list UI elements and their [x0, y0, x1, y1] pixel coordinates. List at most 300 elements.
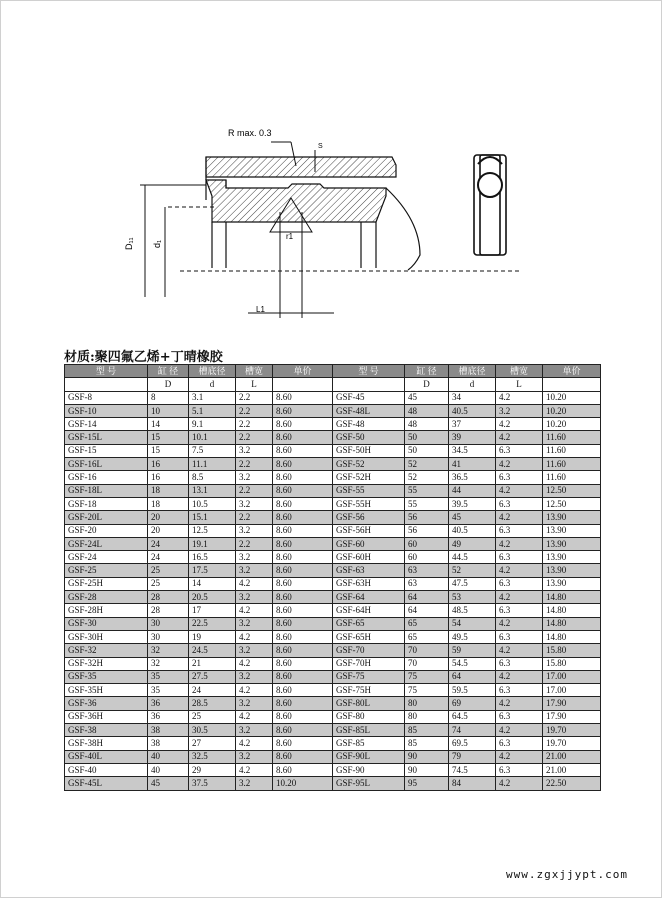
table-cell: 34 — [449, 391, 496, 404]
table-cell: 4.2 — [496, 564, 543, 577]
table-cell: GSF-45L — [65, 777, 148, 790]
table-cell: GSF-90L — [333, 750, 405, 763]
table-cell: 64 — [405, 604, 449, 617]
table-cell: 59.5 — [449, 684, 496, 697]
table-cell: 40.5 — [449, 524, 496, 537]
table-cell: 60 — [405, 551, 449, 564]
material-title: 材质:聚四氟乙烯+丁晴橡胶 — [64, 350, 223, 365]
table-cell: GSF-65 — [333, 617, 405, 630]
table-cell: D — [148, 378, 189, 391]
table-cell: 8.60 — [273, 551, 333, 564]
table-cell: GSF-75 — [333, 670, 405, 683]
table-row — [65, 444, 601, 457]
table-row — [65, 391, 601, 404]
table-cell: GSF-80 — [333, 710, 405, 723]
table-cell: 80 — [405, 710, 449, 723]
table-cell: 8.60 — [273, 684, 333, 697]
table-cell: GSF-52H — [333, 471, 405, 484]
table-cell: 2.2 — [236, 418, 273, 431]
table-cell: 15 — [148, 444, 189, 457]
table-cell: GSF-55H — [333, 497, 405, 510]
table-cell: GSF-70 — [333, 644, 405, 657]
table-cell: 2.2 — [236, 511, 273, 524]
table-cell: L — [236, 378, 273, 391]
table-cell: 4.2 — [496, 431, 543, 444]
table-cell: GSF-28H — [65, 604, 148, 617]
table-cell: GSF-36H — [65, 710, 148, 723]
table-cell: 槽底径 — [189, 365, 236, 378]
table-cell: 27.5 — [189, 670, 236, 683]
table-cell: 3.2 — [236, 724, 273, 737]
table-cell: 6.3 — [496, 737, 543, 750]
table-cell: 3.2 — [236, 617, 273, 630]
table-cell: GSF-14 — [65, 418, 148, 431]
table-cell: 16.5 — [189, 551, 236, 564]
table-cell: 6.3 — [496, 471, 543, 484]
table-cell: 40 — [148, 750, 189, 763]
table-cell: GSF-18L — [65, 484, 148, 497]
table-cell: 10.5 — [189, 497, 236, 510]
table-cell: 2.2 — [236, 431, 273, 444]
table-cell: 40 — [148, 763, 189, 776]
table-cell: GSF-40L — [65, 750, 148, 763]
table-cell: GSF-63H — [333, 577, 405, 590]
table-cell: GSF-56 — [333, 511, 405, 524]
table-cell: 15.80 — [543, 657, 601, 670]
table-cell: 13.90 — [543, 511, 601, 524]
table-cell: 8.60 — [273, 763, 333, 776]
table-cell: GSF-10 — [65, 404, 148, 417]
table-cell: 5.1 — [189, 404, 236, 417]
table-cell: GSF-24L — [65, 537, 148, 550]
table-cell: 38 — [148, 724, 189, 737]
table-cell: 8.60 — [273, 444, 333, 457]
table-cell: D — [405, 378, 449, 391]
table-cell: GSF-95L — [333, 777, 405, 790]
table-row — [65, 737, 601, 750]
table-cell: GSF-38 — [65, 724, 148, 737]
table-cell: 90 — [405, 750, 449, 763]
table-cell: d — [189, 378, 236, 391]
table-cell: 14.80 — [543, 630, 601, 643]
table-row — [65, 431, 601, 444]
table-cell: 30 — [148, 617, 189, 630]
table-cell: 63 — [405, 564, 449, 577]
table-cell: 22.50 — [543, 777, 601, 790]
table-cell: 24.5 — [189, 644, 236, 657]
table-cell: 39 — [449, 431, 496, 444]
table-cell: 49.5 — [449, 630, 496, 643]
table-cell: 8.60 — [273, 431, 333, 444]
label-s: S — [318, 143, 323, 150]
table-cell — [65, 378, 148, 391]
table-cell: GSF-60 — [333, 537, 405, 550]
table-cell: 17.90 — [543, 697, 601, 710]
table-cell: 20.5 — [189, 591, 236, 604]
table-cell: GSF-64 — [333, 591, 405, 604]
table-cell: GSF-15L — [65, 431, 148, 444]
table-cell: 25 — [189, 710, 236, 723]
table-cell: GSF-40 — [65, 763, 148, 776]
table-row — [65, 511, 601, 524]
table-cell: 4.2 — [496, 777, 543, 790]
table-cell: 19 — [189, 630, 236, 643]
table-row — [65, 670, 601, 683]
table-cell: 4.2 — [236, 577, 273, 590]
table-cell: 11.60 — [543, 431, 601, 444]
table-cell: 10.20 — [273, 777, 333, 790]
table-cell: 75 — [405, 670, 449, 683]
table-cell: 4.2 — [236, 763, 273, 776]
table-cell: 45 — [449, 511, 496, 524]
table-cell: 19.70 — [543, 737, 601, 750]
table-cell: 20 — [148, 511, 189, 524]
table-cell: 48 — [405, 418, 449, 431]
table-row — [65, 710, 601, 723]
table-cell: GSF-36 — [65, 697, 148, 710]
table-cell: GSF-8 — [65, 391, 148, 404]
table-cell: 17.00 — [543, 684, 601, 697]
table-cell: GSF-16L — [65, 458, 148, 471]
table-cell: 4.2 — [236, 657, 273, 670]
table-cell: 3.2 — [236, 497, 273, 510]
table-row — [65, 484, 601, 497]
label-d1: d₁ — [152, 239, 162, 248]
table-cell: 8.60 — [273, 537, 333, 550]
table-cell: 2.2 — [236, 537, 273, 550]
table-cell: 13.90 — [543, 524, 601, 537]
table-cell: 8 — [148, 391, 189, 404]
table-cell: 10.20 — [543, 418, 601, 431]
table-cell: 8.60 — [273, 497, 333, 510]
table-cell: 11.60 — [543, 458, 601, 471]
table-cell: 30 — [148, 630, 189, 643]
table-cell: 56 — [405, 524, 449, 537]
table-row — [65, 684, 601, 697]
table-cell: GSF-60H — [333, 551, 405, 564]
table-cell: 35 — [148, 670, 189, 683]
table-cell: 54 — [449, 617, 496, 630]
table-cell: 80 — [405, 697, 449, 710]
table-cell: 8.60 — [273, 630, 333, 643]
table-cell: GSF-30 — [65, 617, 148, 630]
table-cell: 6.3 — [496, 630, 543, 643]
table-cell: 2.2 — [236, 404, 273, 417]
table-cell: 8.60 — [273, 750, 333, 763]
table-cell: 13.90 — [543, 577, 601, 590]
table-cell: 10.20 — [543, 391, 601, 404]
table-cell: d — [449, 378, 496, 391]
table-cell: 4.2 — [496, 697, 543, 710]
table-cell: GSF-75H — [333, 684, 405, 697]
table-cell: 8.60 — [273, 591, 333, 604]
table-cell: 3.2 — [236, 644, 273, 657]
table-cell: 3.2 — [236, 524, 273, 537]
table-cell: 14 — [148, 418, 189, 431]
table-cell: 15 — [148, 431, 189, 444]
o-ring-profile — [474, 155, 506, 255]
table-cell: 35 — [148, 684, 189, 697]
table-cell: 8.60 — [273, 724, 333, 737]
table-cell: 48.5 — [449, 604, 496, 617]
table-cell: 64 — [405, 591, 449, 604]
label-dn: D₁₁ — [124, 237, 134, 250]
table-cell: 36 — [148, 697, 189, 710]
table-cell: 24 — [148, 537, 189, 550]
table-cell: 8.60 — [273, 710, 333, 723]
table-cell: GSF-50 — [333, 431, 405, 444]
table-cell: 13.90 — [543, 551, 601, 564]
table-cell: 13.90 — [543, 564, 601, 577]
spec-table — [64, 364, 601, 791]
table-cell: 70 — [405, 644, 449, 657]
table-cell: 6.3 — [496, 577, 543, 590]
table-cell: 槽底径 — [449, 365, 496, 378]
table-cell: GSF-85L — [333, 724, 405, 737]
table-cell: 槽宽 — [236, 365, 273, 378]
table-cell: GSF-85 — [333, 737, 405, 750]
table-cell: GSF-35 — [65, 670, 148, 683]
table-cell: 2.2 — [236, 458, 273, 471]
table-cell: 3.1 — [189, 391, 236, 404]
table-cell: 3.2 — [236, 697, 273, 710]
table-cell: 38 — [148, 737, 189, 750]
table-cell: 4.2 — [236, 737, 273, 750]
table-cell: 2.2 — [236, 391, 273, 404]
seal-cross-section-drawing — [0, 0, 662, 340]
table-row — [65, 697, 601, 710]
table-cell: 4.2 — [236, 684, 273, 697]
table-cell: 64 — [449, 670, 496, 683]
table-cell: GSF-35H — [65, 684, 148, 697]
table-cell: 70 — [405, 657, 449, 670]
table-cell: 28 — [148, 604, 189, 617]
table-cell: 85 — [405, 724, 449, 737]
table-cell: 3.2 — [236, 551, 273, 564]
table-cell: 47.5 — [449, 577, 496, 590]
table-cell: GSF-48 — [333, 418, 405, 431]
table-cell: 8.5 — [189, 471, 236, 484]
table-cell: GSF-24 — [65, 551, 148, 564]
table-cell: 17.5 — [189, 564, 236, 577]
table-cell: 8.60 — [273, 418, 333, 431]
table-cell: 4.2 — [496, 458, 543, 471]
table-cell: GSF-32 — [65, 644, 148, 657]
table-cell: 12.50 — [543, 484, 601, 497]
table-cell: 17 — [189, 604, 236, 617]
table-cell: 4.2 — [236, 710, 273, 723]
table-cell: 27 — [189, 737, 236, 750]
table-header-row — [65, 365, 601, 378]
table-cell: 36.5 — [449, 471, 496, 484]
table-cell: 13.90 — [543, 537, 601, 550]
table-cell: 4.2 — [496, 750, 543, 763]
table-row — [65, 418, 601, 431]
table-cell: 54.5 — [449, 657, 496, 670]
table-cell: 37 — [449, 418, 496, 431]
table-cell: 14.80 — [543, 591, 601, 604]
table-cell: 15.80 — [543, 644, 601, 657]
table-cell: 6.3 — [496, 710, 543, 723]
table-cell: 8.60 — [273, 484, 333, 497]
table-cell: 56 — [405, 511, 449, 524]
table-cell: 6.3 — [496, 657, 543, 670]
table-cell: 单价 — [543, 365, 601, 378]
table-cell: 34.5 — [449, 444, 496, 457]
table-cell — [273, 378, 333, 391]
table-cell: 36 — [148, 710, 189, 723]
table-cell: 90 — [405, 763, 449, 776]
table-cell: 3.2 — [236, 670, 273, 683]
table-cell: 24 — [148, 551, 189, 564]
table-cell: 12.50 — [543, 497, 601, 510]
table-cell: 22.5 — [189, 617, 236, 630]
table-cell: 50 — [405, 431, 449, 444]
table-cell: 52 — [405, 471, 449, 484]
table-cell: 52 — [405, 458, 449, 471]
table-cell: 63 — [405, 577, 449, 590]
table-cell: 6.3 — [496, 551, 543, 564]
table-cell: 8.60 — [273, 697, 333, 710]
table-row — [65, 537, 601, 550]
table-cell: 32 — [148, 644, 189, 657]
table-cell: GSF-16 — [65, 471, 148, 484]
table-cell: GSF-25 — [65, 564, 148, 577]
table-cell: 6.3 — [496, 763, 543, 776]
table-cell: 19.1 — [189, 537, 236, 550]
table-cell: 8.60 — [273, 657, 333, 670]
table-cell: GSF-70H — [333, 657, 405, 670]
table-cell: 8.60 — [273, 404, 333, 417]
table-cell: 21 — [189, 657, 236, 670]
table-cell: GSF-30H — [65, 630, 148, 643]
table-cell: 55 — [405, 484, 449, 497]
table-cell: 11.1 — [189, 458, 236, 471]
table-row — [65, 497, 601, 510]
table-cell: 3.2 — [236, 750, 273, 763]
table-row — [65, 657, 601, 670]
table-cell: 37.5 — [189, 777, 236, 790]
table-cell: 8.60 — [273, 604, 333, 617]
table-cell: 24 — [189, 684, 236, 697]
table-cell: 3.2 — [236, 444, 273, 457]
table-cell: 4.2 — [496, 617, 543, 630]
table-cell: 3.2 — [496, 404, 543, 417]
table-cell: 39.5 — [449, 497, 496, 510]
table-cell: 6.3 — [496, 604, 543, 617]
table-cell: 44 — [449, 484, 496, 497]
table-cell: 21.00 — [543, 763, 601, 776]
table-cell: 28 — [148, 591, 189, 604]
table-cell: 3.2 — [236, 564, 273, 577]
table-cell: GSF-48L — [333, 404, 405, 417]
table-cell: 32.5 — [189, 750, 236, 763]
table-cell: 16 — [148, 471, 189, 484]
table-row — [65, 763, 601, 776]
table-cell: 9.1 — [189, 418, 236, 431]
table-cell: 8.60 — [273, 458, 333, 471]
table-cell: 4.2 — [496, 724, 543, 737]
table-cell: L — [496, 378, 543, 391]
table-cell: 6.3 — [496, 497, 543, 510]
table-cell: 14 — [189, 577, 236, 590]
table-cell: 缸 径 — [148, 365, 189, 378]
table-cell: 45 — [405, 391, 449, 404]
table-cell: 21.00 — [543, 750, 601, 763]
table-cell: 2.2 — [236, 484, 273, 497]
table-cell: 28.5 — [189, 697, 236, 710]
table-row — [65, 777, 601, 790]
table-cell: 4.2 — [496, 511, 543, 524]
table-cell: 4.2 — [236, 630, 273, 643]
table-cell: 74 — [449, 724, 496, 737]
table-row — [65, 404, 601, 417]
table-subheader-row — [65, 378, 601, 391]
table-row — [65, 617, 601, 630]
table-cell: 单价 — [273, 365, 333, 378]
table-cell: 69.5 — [449, 737, 496, 750]
table-row — [65, 630, 601, 643]
table-cell: 3.2 — [236, 591, 273, 604]
table-cell: GSF-20L — [65, 511, 148, 524]
table-cell: 20 — [148, 524, 189, 537]
table-cell: 8.60 — [273, 511, 333, 524]
table-cell: 65 — [405, 617, 449, 630]
table-cell: 18 — [148, 497, 189, 510]
table-cell: 4.2 — [496, 391, 543, 404]
table-cell: 10 — [148, 404, 189, 417]
table-cell: 14.80 — [543, 617, 601, 630]
table-cell: 75 — [405, 684, 449, 697]
table-cell: 55 — [405, 497, 449, 510]
table-cell: 44.5 — [449, 551, 496, 564]
table-cell: 18 — [148, 484, 189, 497]
table-cell: 50 — [405, 444, 449, 457]
table-cell: 65 — [405, 630, 449, 643]
table-cell: 19.70 — [543, 724, 601, 737]
table-cell: 60 — [405, 537, 449, 550]
table-cell: 79 — [449, 750, 496, 763]
table-cell: GSF-65H — [333, 630, 405, 643]
table-cell: GSF-80L — [333, 697, 405, 710]
table-row — [65, 524, 601, 537]
table-cell: 40.5 — [449, 404, 496, 417]
table-row — [65, 750, 601, 763]
table-cell: GSF-55 — [333, 484, 405, 497]
table-cell: 4.2 — [496, 644, 543, 657]
label-l1: L1 — [256, 305, 265, 314]
table-cell: 6.3 — [496, 524, 543, 537]
table-cell: 8.60 — [273, 471, 333, 484]
footer-url: www.zgxjjypt.com — [506, 868, 628, 881]
table-cell: 4.2 — [496, 418, 543, 431]
table-cell: 型 号 — [65, 365, 148, 378]
table-cell: 85 — [405, 737, 449, 750]
table-cell: 59 — [449, 644, 496, 657]
table-cell: 7.5 — [189, 444, 236, 457]
table-cell: 16 — [148, 458, 189, 471]
table-cell: GSF-50H — [333, 444, 405, 457]
table-cell: 8.60 — [273, 617, 333, 630]
table-cell: 10.1 — [189, 431, 236, 444]
table-cell: 48 — [405, 404, 449, 417]
table-cell: GSF-28 — [65, 591, 148, 604]
table-row — [65, 471, 601, 484]
table-cell: 4.2 — [496, 537, 543, 550]
table-cell: 25 — [148, 564, 189, 577]
table-cell: GSF-45 — [333, 391, 405, 404]
table-cell: 3.2 — [236, 777, 273, 790]
